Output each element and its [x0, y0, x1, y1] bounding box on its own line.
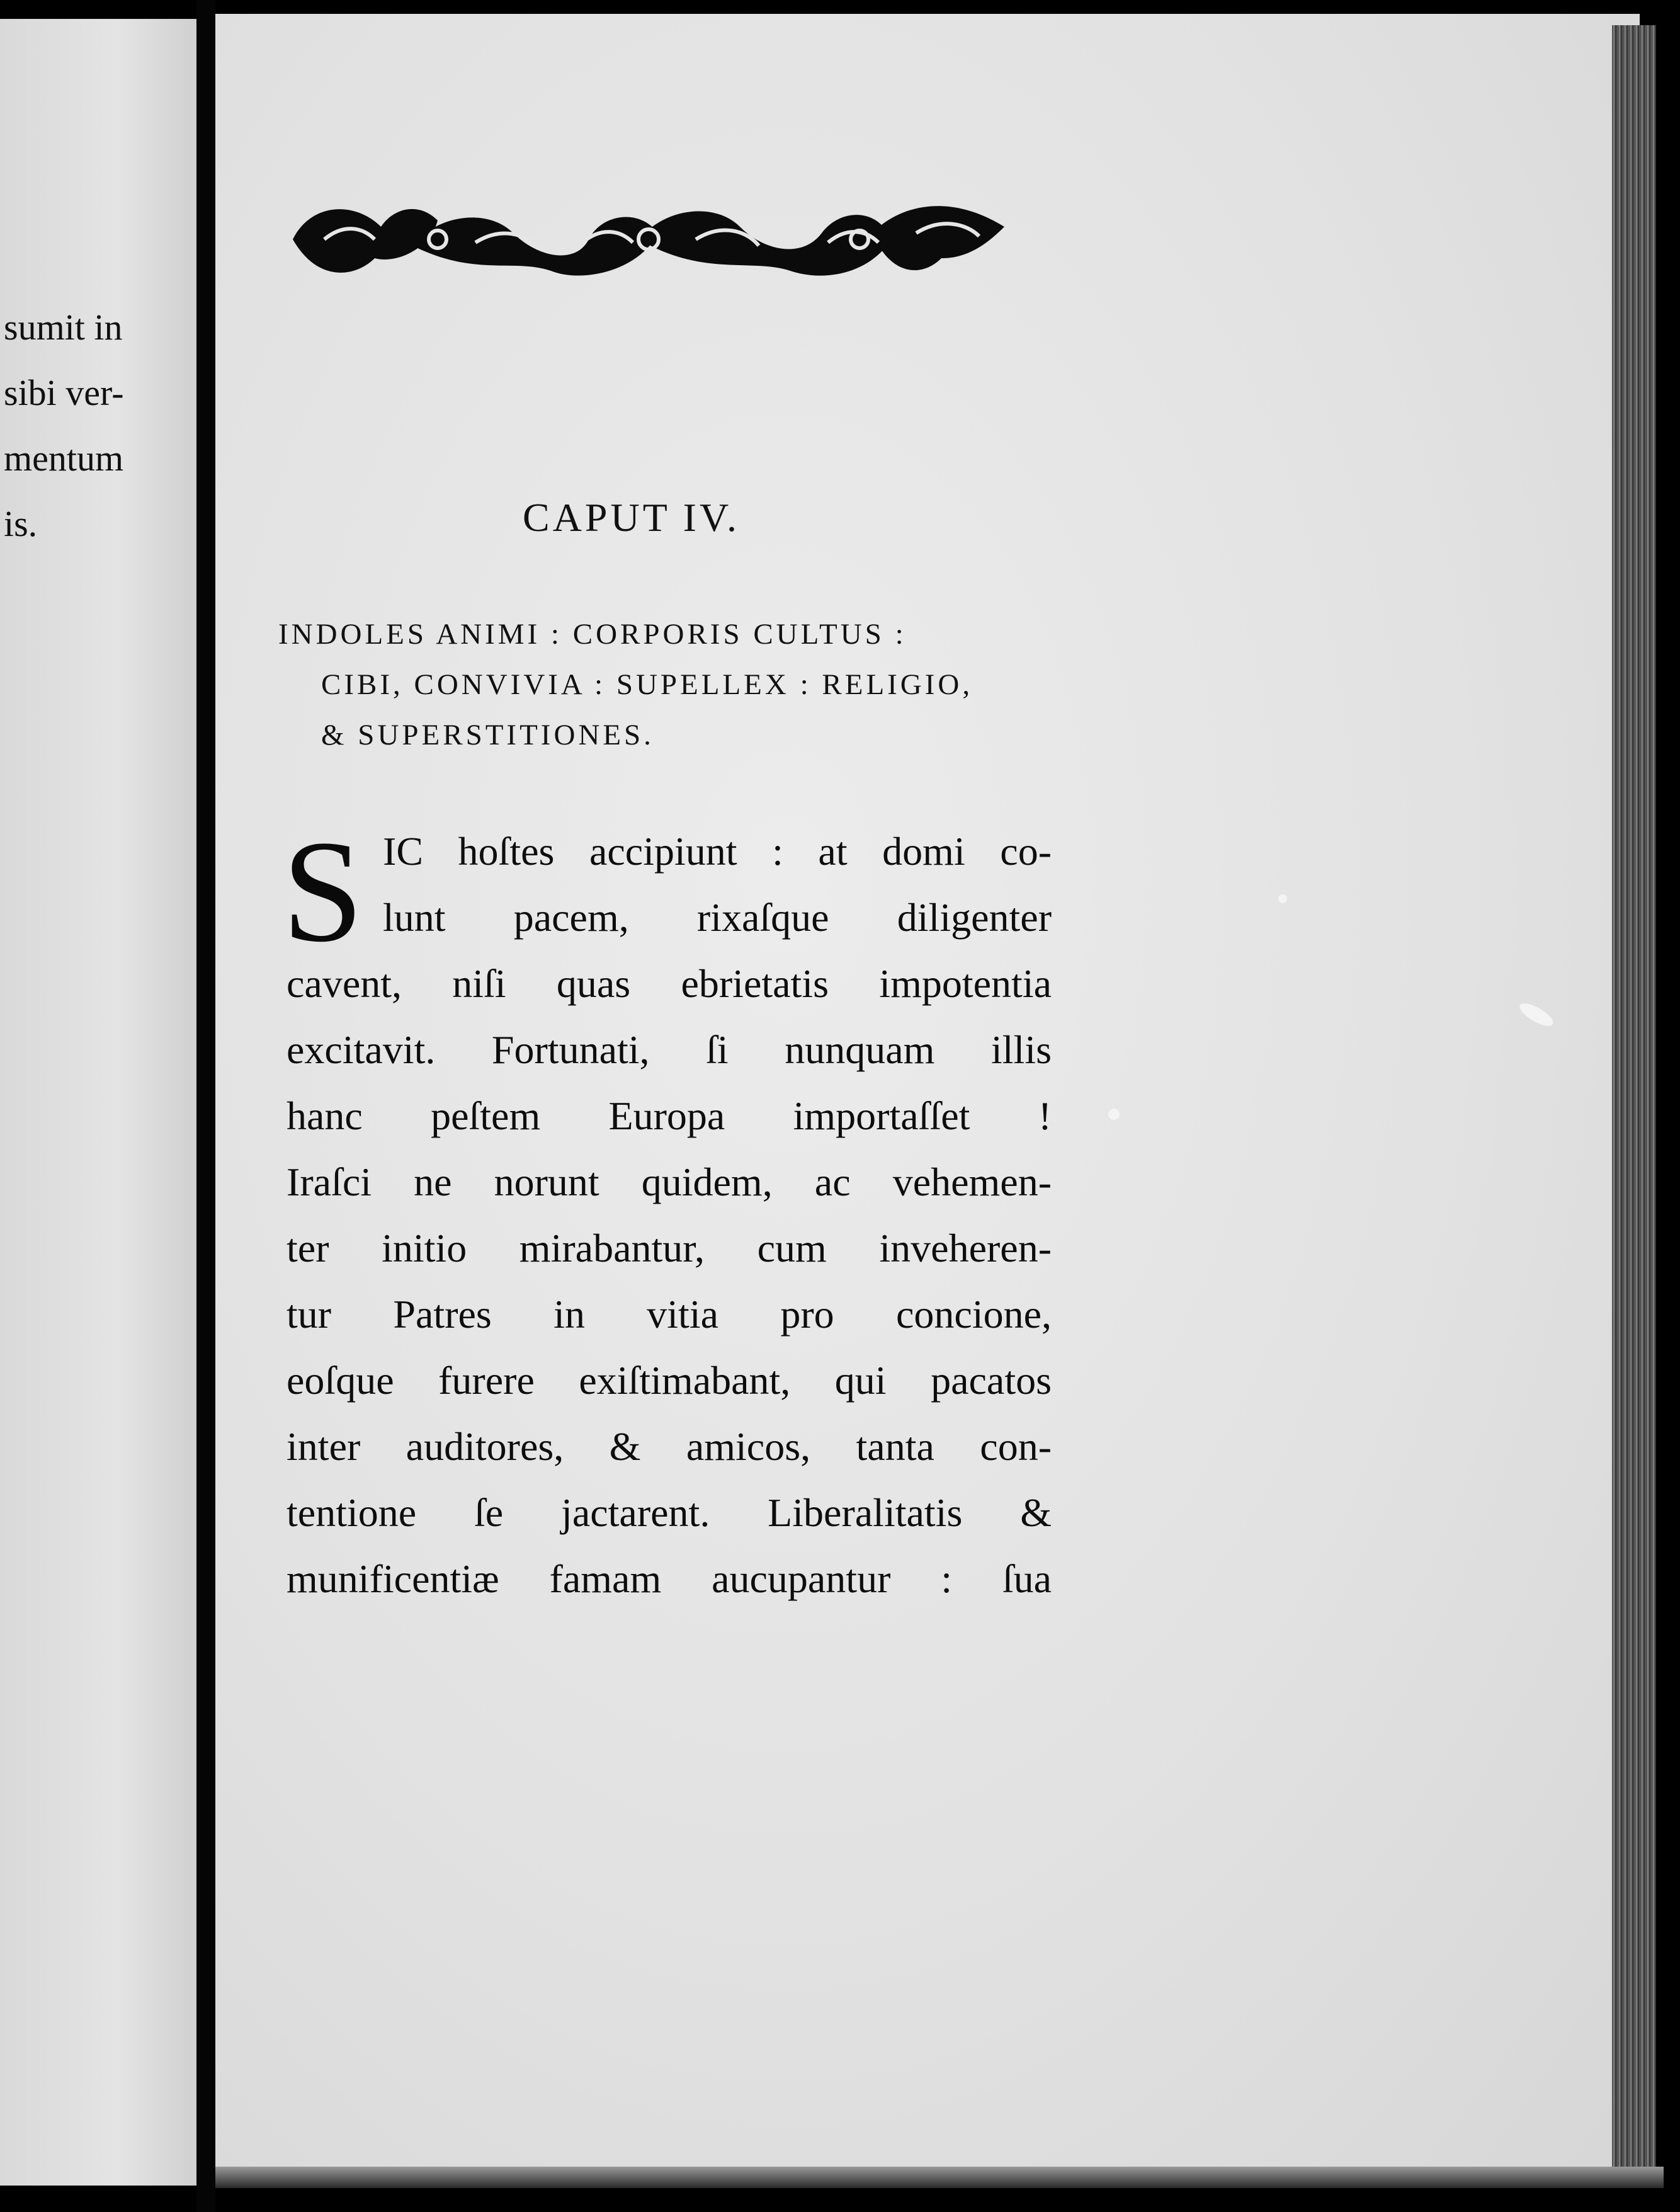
paper-speck: [1278, 894, 1287, 903]
page-edges: [1612, 25, 1656, 2179]
left-page-fragment: sibi ver-: [4, 372, 124, 413]
body-text-line: lunt pacem, rixaſque diligenter: [383, 895, 1052, 940]
drop-cap-initial: S: [282, 811, 364, 972]
paper-speck: [1108, 1109, 1120, 1120]
chapter-summary-line: & SUPERSTITIONES.: [321, 719, 654, 751]
left-page-fragment: mentum: [4, 438, 124, 479]
left-facing-page: [0, 19, 196, 2186]
body-text-line: munificentiæ famam aucupantur : ſua: [287, 1556, 1052, 1601]
body-text-line: cavent, niſi quas ebrietatis impotentia: [287, 961, 1052, 1006]
chapter-summary-line: CIBI, CONVIVIA : SUPELLEX : RELIGIO,: [321, 668, 973, 701]
body-text-line: tentione ſe jactarent. Liberalitatis &: [287, 1490, 1052, 1535]
body-text-line: hanc peſtem Europa importaſſet !: [287, 1093, 1052, 1138]
body-text-line: IC hoſtes accipiunt : at domi co-: [383, 829, 1052, 874]
foliage-headpiece-ornament-icon: [287, 189, 1011, 290]
body-text-line: ter initio mirabantur, cum inveheren-: [287, 1226, 1052, 1270]
left-page-fragment: is.: [4, 503, 38, 544]
left-page-fragment: sumit in: [4, 307, 123, 348]
body-text-line: tur Patres in vitia pro concione,: [287, 1292, 1052, 1337]
body-text-line: excitavit. Fortunati, ſi nunquam illis: [287, 1027, 1052, 1072]
book-gutter: [196, 0, 215, 2212]
page-bottom-edge: [215, 2167, 1664, 2188]
body-text-line: inter auditores, & amicos, tanta con-: [287, 1424, 1052, 1469]
chapter-summary-line: INDOLES ANIMI : CORPORIS CULTUS :: [278, 618, 907, 651]
body-text-line: Iraſci ne norunt quidem, ac vehemen-: [287, 1160, 1052, 1204]
chapter-title: CAPUT IV.: [523, 495, 740, 540]
body-text-line: eoſque furere exiſtimabant, qui pacatos: [287, 1358, 1052, 1403]
